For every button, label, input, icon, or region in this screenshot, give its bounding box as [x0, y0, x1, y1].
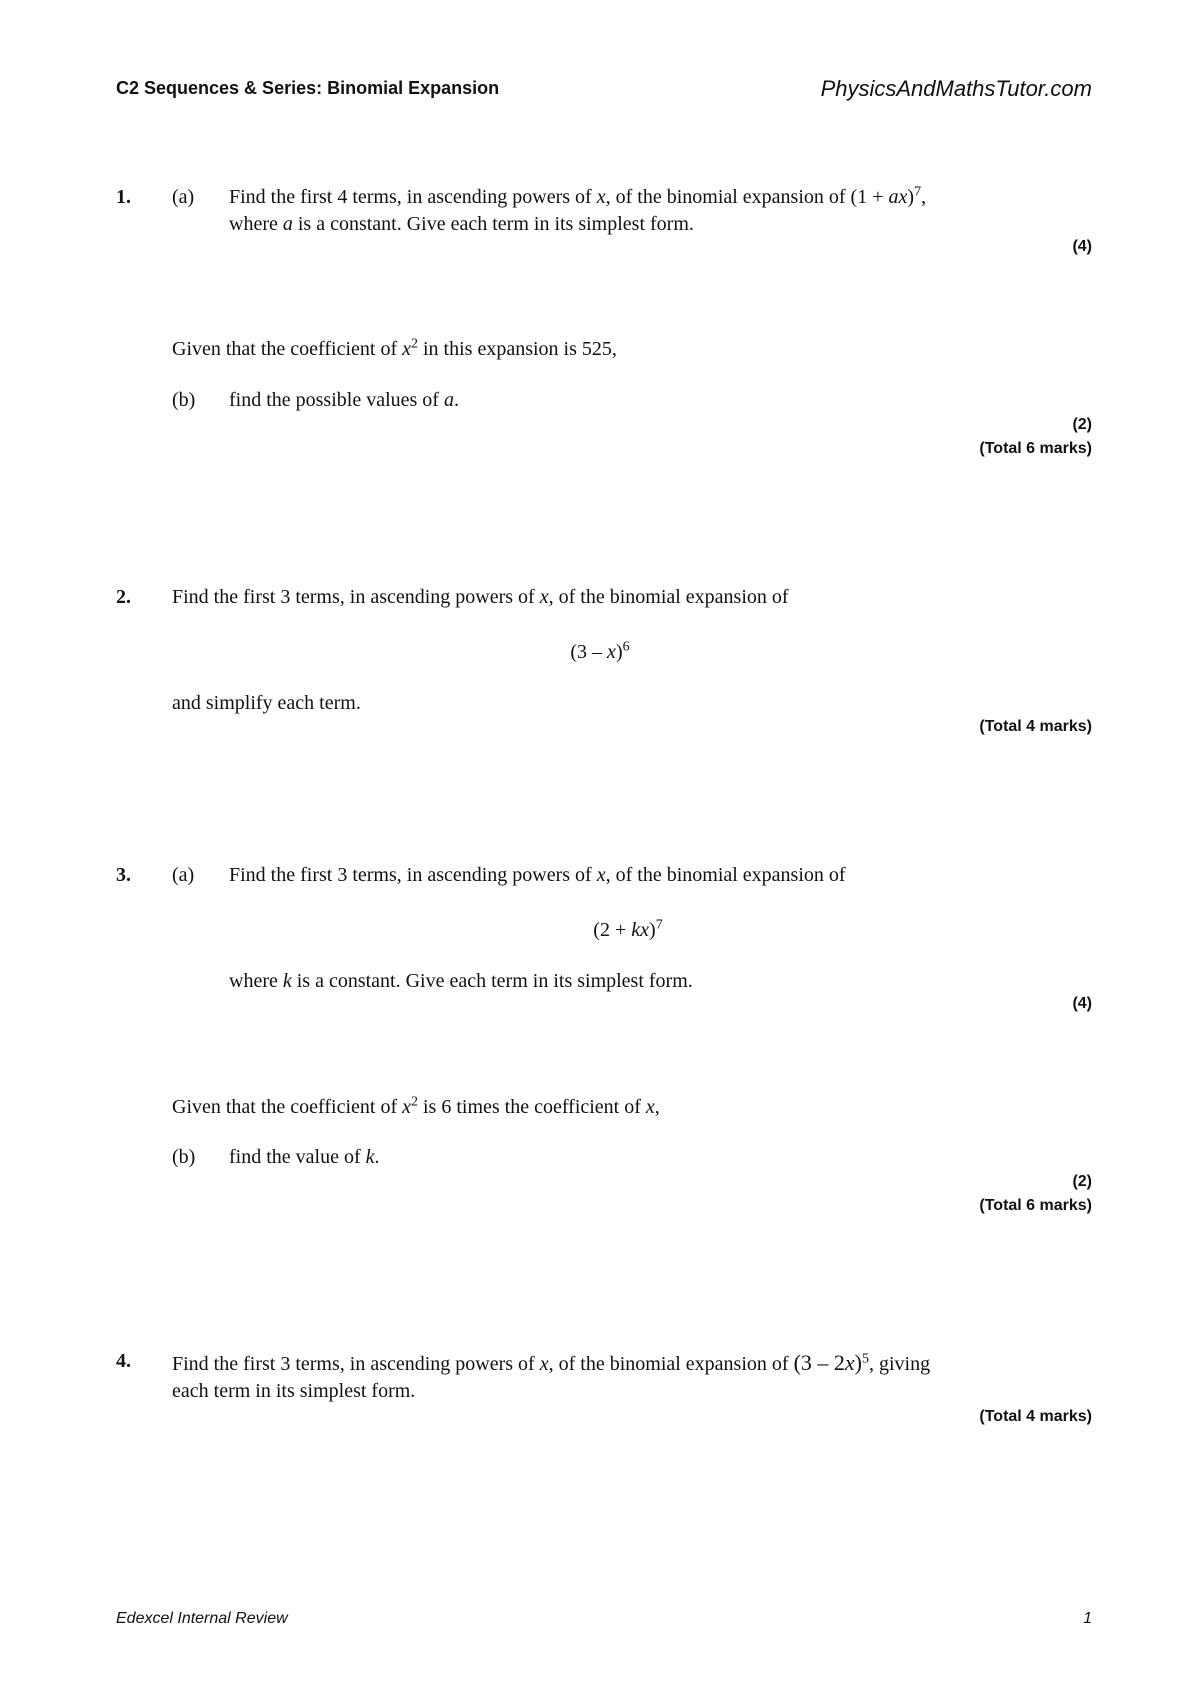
question-2-expression: (3 – x)$^6$	[570, 639, 630, 663]
question-1b-label: (b)	[172, 389, 196, 411]
question-1-number: 1.	[116, 186, 131, 208]
question-1b-marks: (2)	[1072, 416, 1092, 433]
question-4-line1: Find the first 3 terms, in ascending powers of x, of the binomial expansion of (3 – 2x)$^5$, giving	[172, 1350, 931, 1375]
question-3a-line2: where k is a constant. Give each term in its simplest form.	[229, 970, 693, 992]
question-3-given: Given that the coefficient of $x^2$ is 6 times the coefficient of x,	[172, 1094, 660, 1118]
question-4-total: (Total 4 marks)	[979, 1408, 1092, 1425]
question-4-line2: each term in its simplest form.	[172, 1380, 416, 1402]
question-3-number: 3.	[116, 864, 131, 886]
question-2-line2: and simplify each term.	[172, 692, 361, 714]
question-1-total: (Total 6 marks)	[979, 440, 1092, 457]
question-1b-text: find the possible values of a.	[229, 389, 459, 411]
question-3a-marks: (4)	[1072, 995, 1092, 1012]
question-3b-label: (b)	[172, 1146, 196, 1168]
document-title: C2 Sequences & Series: Binomial Expansion	[116, 78, 500, 98]
question-2-number: 2.	[116, 586, 131, 608]
question-1a-label: (a)	[172, 186, 195, 208]
question-1a-marks: (4)	[1072, 238, 1092, 255]
question-3b-text: find the value of k.	[229, 1146, 380, 1168]
question-2-total: (Total 4 marks)	[979, 718, 1092, 735]
question-1a-line1: Find the first 4 terms, in ascending powers of x, of the binomial expansion of (1 + ax)$^7$,	[229, 184, 927, 208]
site-name: PhysicsAndMathsTutor.com	[820, 76, 1092, 101]
page-number: 1	[1083, 1610, 1092, 1627]
footer-source: Edexcel Internal Review	[116, 1610, 288, 1627]
question-3b-marks: (2)	[1072, 1173, 1092, 1190]
question-4-number: 4.	[116, 1350, 131, 1372]
question-3-total: (Total 6 marks)	[979, 1197, 1092, 1214]
question-3a-line1: Find the first 3 terms, in ascending powers of x, of the binomial expansion of	[229, 864, 846, 886]
question-3-expression: (2 + kx)$^7$	[593, 917, 663, 941]
question-1a-line2: where a is a constant. Give each term in its simplest form.	[229, 213, 694, 235]
question-2-line1: Find the first 3 terms, in ascending powers of x, of the binomial expansion of	[172, 586, 789, 608]
question-1-given: Given that the coefficient of $x^2$ in this expansion is 525,	[172, 336, 617, 360]
question-3a-label: (a)	[172, 864, 195, 886]
